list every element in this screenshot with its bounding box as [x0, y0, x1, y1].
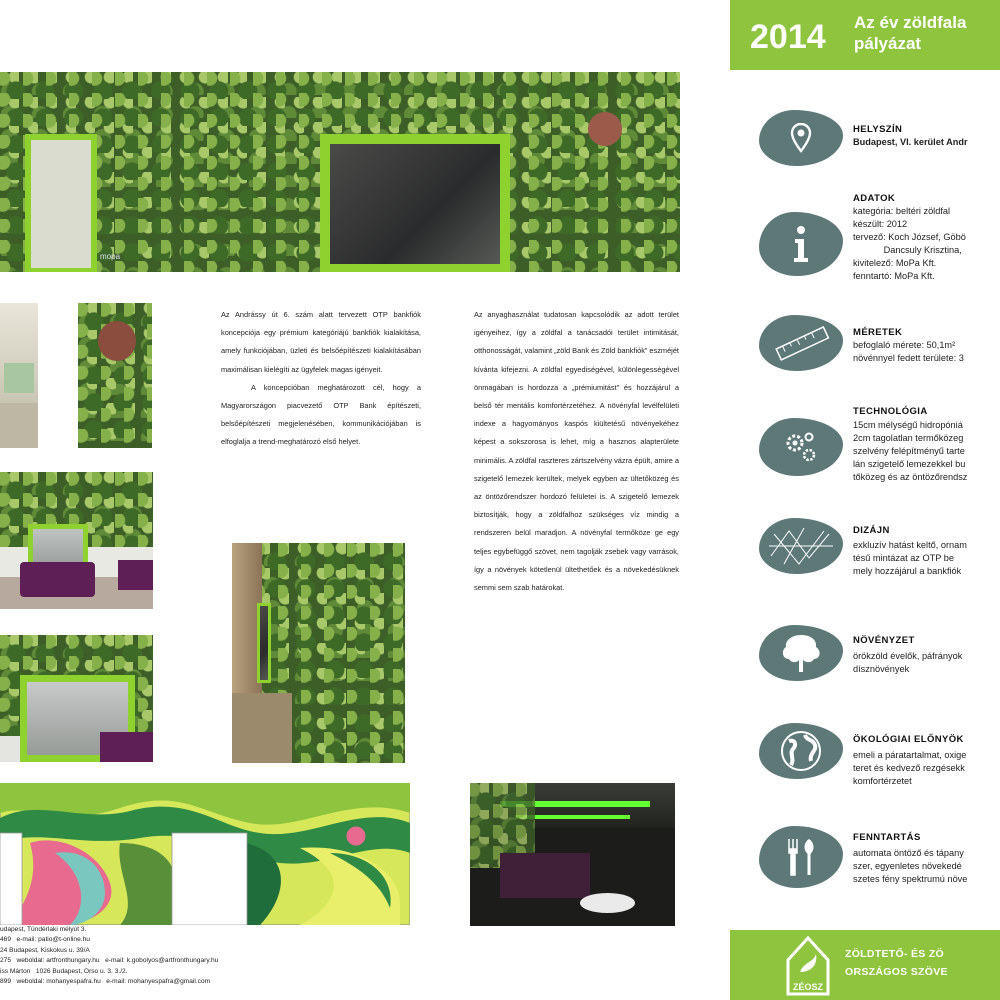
section-body-technology: 15cm mélységű hidropóniá 2cm tagolatlan termőközeg szelvény felépítményű tarte lán szigetelő lemezekkel bu tőközeg és az öntözőrendsz [853, 420, 968, 482]
flower-ornament [98, 321, 136, 361]
lounge-photo [0, 472, 153, 609]
main-wall-photo [0, 72, 680, 272]
section-title-data: ADATOK [853, 193, 896, 204]
zeosz-logo-icon [782, 932, 834, 998]
article-paragraph: Az Andrássy út 6. szám alatt tervezett OTP bankfiók koncepciója egy prémium kategóriájú bankfiók kialakítása, amely funkciójában, üzleti és belsőépítészeti kialakításában maximálisan kielégíti az ügyfelek magas igényeit. [221, 310, 421, 374]
section-title-size: MÉRETEK [853, 327, 903, 338]
plant-closeup-photo [78, 303, 152, 448]
title-banner [730, 0, 1000, 70]
section-title-location: HELYSZÍN [853, 124, 903, 135]
section-title-plants: NÖVÉNYZET [853, 635, 915, 646]
credits-text: udapest, Tündérlaki mélyút 3. 469 e-mail: patio@t-online.hu 24 Budapest, Kiskokus u. 39/A 275 weboldal: artfronthungary.hu e-mail: k.gobolyos@artfronthungary.hu iss Márton 1026 Budapest, Orso u. 3. 3./2. 899 weboldal: mohanyespafra.hu e-mail: mohanyespafra@gmail.com [0, 926, 219, 986]
article-paragraph: Az anyaghasználat tudatosan kapcsolódik az adott terület igényeihez, így a zöldfal a tanácsadói terület intimitását, otthonosságát, valamint „zöld Bank és Zöld bankfiók” eszméjét kívánta kifejezni. A zöldfal egyediségével, különlegességével önmagában is hordozza a „prémiumitást” és hozzájárul a belső tér mentális komfortérzetéhez. A növényfal levélfelületi indexe a hagyományos kaspós kiültetésű növényekéhez képest a sokszorosa is lehet, míg a hasznos alapterülete minimális. A zöldfal raszteres zártszelvény vázra épült, amire a szigetelő lemezek kerültek, melyek egyben az ültetőközeg és az öntözőrendszer hordozó felületei is. A szigetelő lemezek biztosítják, hogy a zöldfalhoz szükséges víz mindig a rendszeren belül maradjon. A növényfal termőköze ge egy teljes egybefüggő szövet, nem tagolják zsebek vagy varrások, így a növények kötetlenül ültethetőek és a növekedésüknek semmi sem szab határokat. [474, 310, 679, 593]
year-label: 2014 [750, 18, 826, 56]
section-body-maintenance: automata öntöző és tápany szer, egyenletes növekedé szetes fény spektrumú növe [853, 848, 968, 884]
article-column-2 [474, 306, 679, 597]
ruler-icon [759, 315, 843, 371]
banner-title: Az év zöldfala pályázat [854, 13, 967, 53]
section-body-location: Budapest, VI. kerület Andr [853, 137, 968, 147]
globe-icon [759, 723, 843, 779]
tree-icon [759, 625, 843, 681]
consult-room-photo [0, 635, 153, 762]
glass-door-frame [320, 134, 510, 272]
flower-ornament [588, 112, 622, 146]
info-icon [759, 212, 843, 276]
article-column-1 [221, 306, 421, 452]
gears-icon [759, 418, 843, 476]
tools-icon [759, 826, 843, 888]
section-body-data: kategória: beltéri zöldfal készült: 2012 tervező: Koch József, Göbö Dancsuly Krisztina, kivitelező: MoPa Kft. fenntartó: MoPa Kft. [853, 206, 966, 281]
section-body-plants: örökzöld évelők, páfrányok dísznövények [853, 651, 963, 674]
svg-text:ZÉOSZ: ZÉOSZ [792, 982, 824, 992]
section-title-technology: TECHNOLÓGIA [853, 406, 928, 417]
section-title-design: DIZÁJN [853, 525, 890, 536]
photo-watermark: mopa [100, 252, 121, 261]
article-paragraph: A koncepcióban meghatározott cél, hogy a Magyarországon piacvezető OTP Bank építészeti, belsőépítészeti megjelenésében, kommunikációjában is elfoglalja a trend-meghatározó első helyet. [221, 382, 421, 447]
section-body-design: exkluzív hatást keltő, ornam tésű mintázat az OTP be mely hozzájárul a bankfiók [853, 540, 967, 576]
green-light-photo [470, 783, 675, 926]
association-name-line1: ZÖLDTETŐ- ÉS ZÖ [845, 948, 944, 960]
association-name-line2: ORSZÁGOS SZÖVE [845, 966, 948, 978]
section-title-ecology: ÖKOLÓGIAI ELŐNYÖK [853, 734, 964, 745]
wall-pattern-drawing [0, 783, 410, 925]
association-banner [730, 930, 1000, 1000]
location-pin-icon [759, 110, 843, 166]
section-title-maintenance: FENNTARTÁS [853, 832, 921, 843]
interior-photo-1 [0, 303, 38, 448]
section-body-ecology: emeli a páratartalmat, oxige teret és kedvező rezgésekk komfortérzetet [853, 750, 967, 786]
left-door-frame [25, 134, 97, 272]
pattern-icon [759, 518, 843, 574]
section-body-size: befoglaló mérete: 50,1m² növénnyel fedett területe: 3 [853, 340, 964, 363]
corridor-photo [232, 543, 405, 763]
